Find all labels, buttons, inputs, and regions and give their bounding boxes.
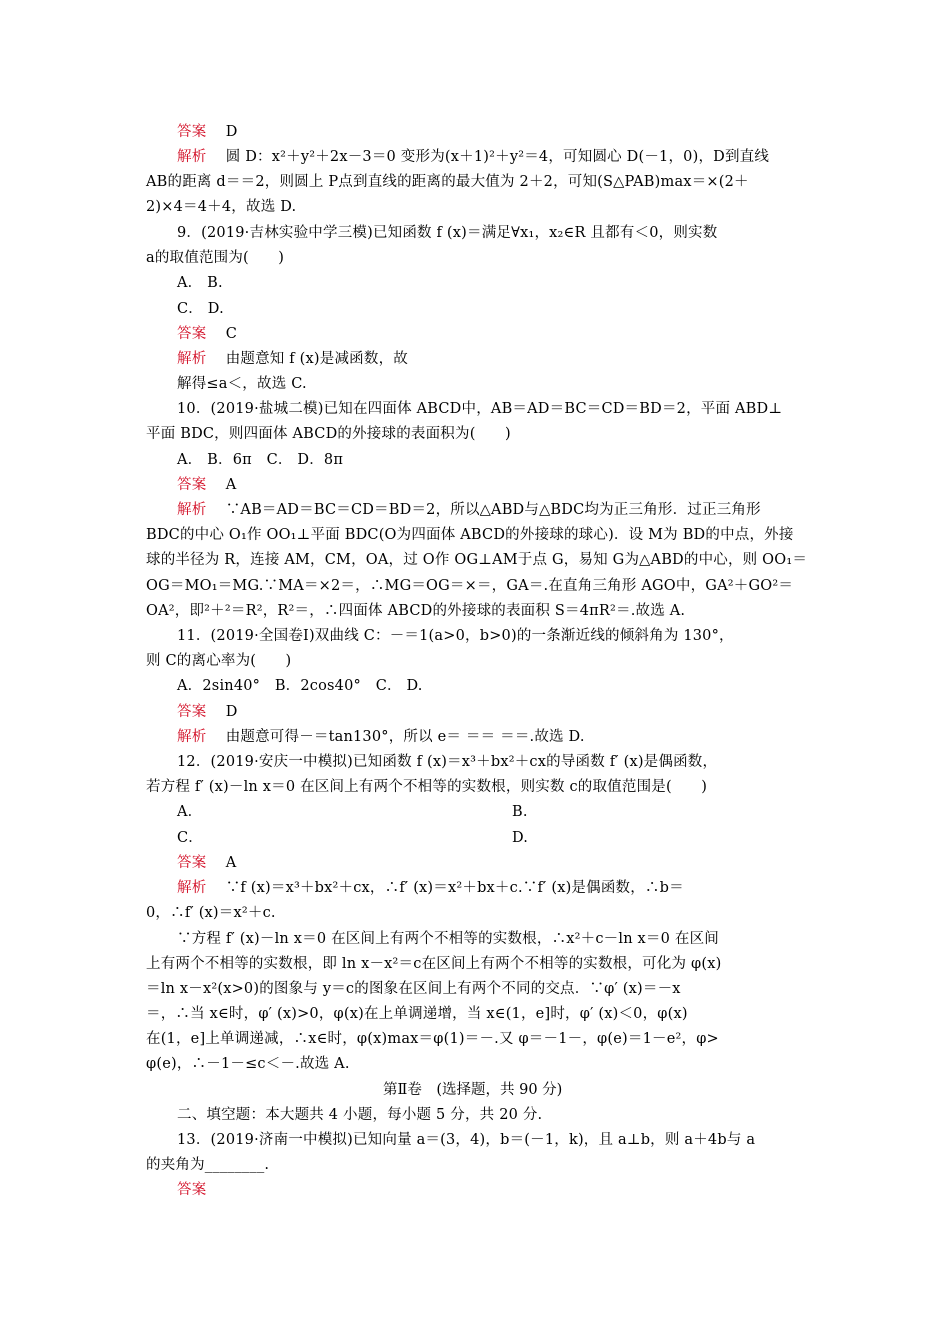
- answer-line: [0, 1178, 950, 1203]
- text-content: 在(1，e]上单调递减，∴x∈时，φ(x)max＝φ(1)＝－.又 φ＝－1－，φ(e)＝1－e²，φ>: [146, 1031, 719, 1047]
- text-line: [0, 775, 950, 800]
- analysis-line: [0, 725, 950, 750]
- text-line: [0, 1027, 950, 1052]
- options-line: [0, 826, 950, 851]
- text-line: [0, 927, 950, 952]
- section-intro: [0, 1103, 950, 1128]
- options-text: A．2sin40° B．2cos40° C． D.: [177, 678, 423, 694]
- answer-line: [0, 473, 950, 498]
- question-text: 9．(2019·吉林实验中学三模)已知函数 f (x)＝满足∀x₁，x₂∈R 且都有＜0，则实数: [177, 225, 718, 241]
- text-content: 若方程 f′ (x)－ln x＝0 在区间上有两个不相等的实数根，则实数 c的取值范围是( ): [146, 779, 708, 795]
- text-line: [0, 422, 950, 447]
- analysis-line: [0, 876, 950, 901]
- answer-line: [0, 322, 950, 347]
- question-line: [0, 221, 950, 246]
- text-content: ＝ln x－x²(x>0)的图象与 y＝c的图象在区间上有两个不同的交点．∵φ′ (x)＝－x: [146, 981, 681, 997]
- answer-label: 答案: [177, 704, 207, 720]
- analysis-text: 由题意可得－＝tan130°，所以 e＝ ＝＝ ＝＝.故选 D.: [211, 729, 585, 745]
- options-text: C． D.: [177, 301, 224, 317]
- text-line: [0, 548, 950, 573]
- text-line: [0, 523, 950, 548]
- text-content: 上有两个不相等的实数根，即 ln x－x²＝c在区间上有两个不相等的实数根，可化为 φ(x): [146, 956, 722, 972]
- answer-text: D: [211, 704, 238, 720]
- options-line: [0, 674, 950, 699]
- text-line: [0, 372, 950, 397]
- analysis-text: 圆 D：x²＋y²＋2x－3＝0 变形为(x＋1)²＋y²＝4，可知圆心 D(－1，0)，D到直线: [211, 149, 770, 165]
- options-text: A． B.: [177, 275, 223, 291]
- section-heading-text: 第Ⅱ卷 (选择题，共 90 分): [383, 1082, 563, 1098]
- analysis-text: 由题意知 f (x)是减函数，故: [211, 351, 408, 367]
- answer-label: 答案: [177, 326, 207, 342]
- question-line: [0, 750, 950, 775]
- answer-line: [0, 851, 950, 876]
- answer-label: 答案: [177, 477, 207, 493]
- text-content: 则 C的离心率为( ): [146, 653, 292, 669]
- answer-label: 答案: [177, 855, 207, 871]
- section-heading: [0, 1078, 950, 1103]
- analysis-line: [0, 347, 950, 372]
- options-line: [0, 297, 950, 322]
- analysis-label: 解析: [177, 149, 207, 165]
- question-line: [0, 1128, 950, 1153]
- answer-text: C: [211, 326, 237, 342]
- answer-text: D: [211, 124, 238, 140]
- analysis-label: 解析: [177, 502, 207, 518]
- options-line: [0, 800, 950, 825]
- options-text-right: D.: [512, 830, 529, 846]
- text-content: 平面 BDC，则四面体 ABCD的外接球的表面积为( ): [146, 426, 511, 442]
- text-content: ＝，∴当 x∈时，φ′ (x)>0，φ(x)在上单调递增，当 x∈(1，e]时，φ′ (x)＜0，φ(x): [146, 1006, 688, 1022]
- options-line: [0, 448, 950, 473]
- answer-line: [0, 120, 950, 145]
- section-intro-text: 二、填空题：本大题共 4 小题，每小题 5 分，共 20 分.: [177, 1107, 543, 1123]
- text-content: 球的半径为 R，连接 AM，CM，OA，过 O作 OG⊥AM于点 G，易知 G为△ABD的中心，则 OO₁＝: [146, 552, 808, 568]
- text-line: [0, 246, 950, 271]
- analysis-label: 解析: [177, 351, 207, 367]
- text-line: [0, 1052, 950, 1077]
- options-text: A． B．6π C． D．8π: [177, 452, 344, 468]
- answer-line: [0, 700, 950, 725]
- text-line: [0, 574, 950, 599]
- text-content: 2)×4＝4＋4，故选 D.: [146, 199, 297, 215]
- question-line: [0, 397, 950, 422]
- answer-text: A: [211, 477, 237, 493]
- text-content: BDC的中心 O₁作 OO₁⊥平面 BDC(O为四面体 ABCD的外接球的球心)．设 M为 BD的中点，外接: [146, 527, 794, 543]
- text-line: [0, 1153, 950, 1178]
- analysis-text: ∵f (x)＝x³＋bx²＋cx，∴f′ (x)＝x²＋bx＋c.∵f′ (x)是偶函数，∴b＝: [211, 880, 684, 896]
- text-line: [0, 1002, 950, 1027]
- options-line: [0, 271, 950, 296]
- text-line: [0, 649, 950, 674]
- answer-label: 答案: [177, 1182, 207, 1198]
- text-line: [0, 195, 950, 220]
- answer-text: A: [211, 855, 237, 871]
- text-content: OG＝MO₁＝MG.∵MA＝×2＝，∴MG＝OG＝×＝，GA＝.在直角三角形 AGO中，GA²＋GO²＝: [146, 578, 794, 594]
- options-text: C．: [177, 830, 203, 846]
- question-text: 11．(2019·全国卷Ⅰ)双曲线 C：－＝1(a>0，b>0)的一条渐近线的倾斜角为 130°，: [177, 628, 734, 644]
- text-content: 解得≤a＜，故选 C.: [177, 376, 307, 392]
- text-content: OA²，即²＋²＝R²，R²＝，∴四面体 ABCD的外接球的表面积 S＝4πR²＝.故选 A.: [146, 603, 686, 619]
- text-content: φ(e)，∴－1－≤c＜－.故选 A.: [146, 1056, 350, 1072]
- text-content: a的取值范围为( ): [146, 250, 285, 266]
- text-line: [0, 170, 950, 195]
- options-text: A．: [177, 804, 203, 820]
- question-line: [0, 624, 950, 649]
- text-line: [0, 952, 950, 977]
- analysis-label: 解析: [177, 729, 207, 745]
- options-text-right: B.: [512, 804, 528, 820]
- text-content: 的夹角为________.: [146, 1157, 270, 1173]
- question-text: 12．(2019·安庆一中模拟)已知函数 f (x)＝x³＋bx²＋cx的导函数 f′ (x)是偶函数，: [177, 754, 718, 770]
- answer-label: 答案: [177, 124, 207, 140]
- text-line: [0, 599, 950, 624]
- analysis-line: [0, 498, 950, 523]
- question-text: 10．(2019·盐城二模)已知在四面体 ABCD中，AB＝AD＝BC＝CD＝BD＝2，平面 ABD⊥: [177, 401, 783, 417]
- analysis-text: ∵AB＝AD＝BC＝CD＝BD＝2，所以△ABD与△BDC均为正三角形．过正三角形: [211, 502, 761, 518]
- text-content: 0，∴f′ (x)＝x²＋c.: [146, 905, 276, 921]
- question-text: 13．(2019·济南一中模拟)已知向量 a＝(3，4)，b＝(－1，k)，且 a⊥b，则 a＋4b与 a: [177, 1132, 756, 1148]
- text-content: ∵方程 f′ (x)－ln x＝0 在区间上有两个不相等的实数根，∴x²＋c－ln x＝0 在区间: [177, 931, 719, 947]
- text-line: [0, 977, 950, 1002]
- text-line: [0, 901, 950, 926]
- analysis-label: 解析: [177, 880, 207, 896]
- analysis-line: [0, 145, 950, 170]
- text-content: AB的距离 d＝＝2，则圆上 P点到直线的距离的最大值为 2＋2，可知(S△PAB)max＝×(2＋: [146, 174, 749, 190]
